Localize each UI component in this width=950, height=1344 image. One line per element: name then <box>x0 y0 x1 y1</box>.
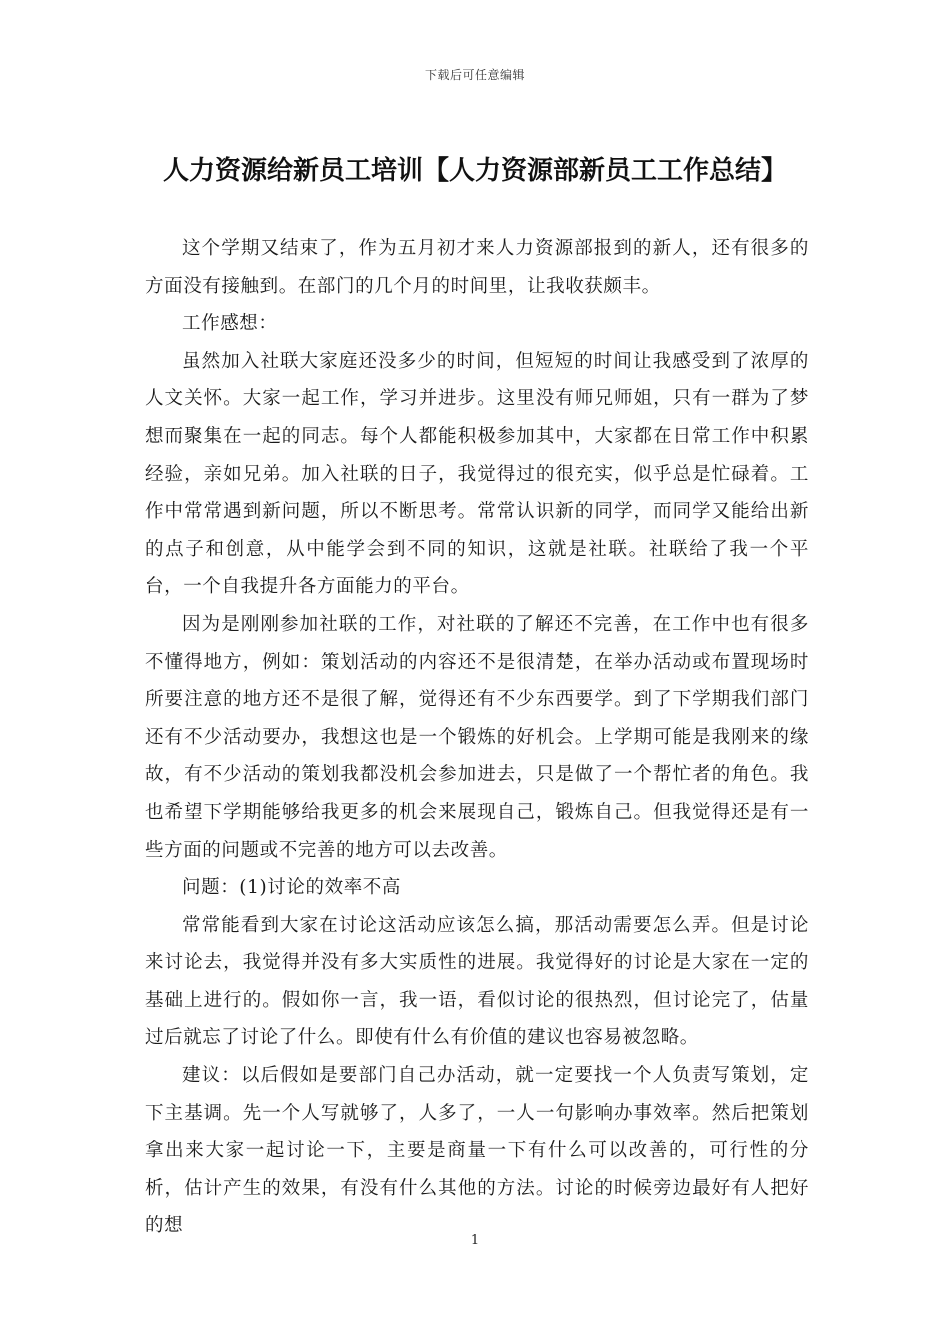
paragraph-heading-feelings: 工作感想： <box>182 313 278 335</box>
document-body <box>145 230 809 1245</box>
paragraph-intro: 这个学期又结束了，作为五月初才来人力资源部报到的新人，还有很多的方面没有接触到。在部门的几个月的时间里，让我收获颇丰。 <box>145 238 809 297</box>
paragraph-problem: 常常能看到大家在讨论这活动应该怎么搞，那活动需要怎么弄。但是讨论来讨论去，我觉得并没有多大实质性的进展。我觉得好的讨论是大家在一定的基础上进行的。假如你一言，我一语，看似讨论的很热烈，但讨论完了，估量过后就忘了讨论了什么。即使有什么有价值的建议也容易被忽略。 <box>145 914 809 1049</box>
header-note: 下载后可任意编辑 <box>424 68 525 82</box>
paragraph-feelings: 虽然加入社联大家庭还没多少的时间，但短短的时间让我感受到了浓厚的人文关怀。大家一起工作，学习并进步。这里没有师兄师姐，只有一群为了梦想而聚集在一起的同志。每个人都能积极参加其中，大家都在日常工作中积累经验，亲如兄弟。加入社联的日子，我觉得过的很充实，似乎总是忙碌着。工作中常常遇到新问题，所以不断思考。常常认识新的同学，而同学又能给出新的点子和创意，从中能学会到不同的知识，这就是社联。社联给了我一个平台，一个自我提升各方面能力的平台。 <box>145 350 809 598</box>
paragraph-problem-heading: 问题：(1)讨论的效率不高 <box>182 877 402 899</box>
paragraph-shortcomings: 因为是刚刚参加社联的工作，对社联的了解还不完善，在工作中也有很多不懂得地方，例如：策划活动的内容还不是很清楚，在举办活动或布置现场时所要注意的地方还不是很了解，觉得还有不少东西要学。到了下学期我们部门还有不少活动要办，我想这也是一个锻炼的好机会。上学期可能是我刚来的缘故，有不少活动的策划我都没机会参加进去，只是做了一个帮忙者的角色。我也希望下学期能够给我更多的机会来展现自己，锻炼自己。但我觉得还是有一些方面的问题或不完善的地方可以去改善。 <box>145 613 809 861</box>
paragraph-suggestion: 建议：以后假如是要部门自己办活动，就一定要找一个人负责写策划，定下主基调。先一个人写就够了，人多了，一人一句影响办事效率。然后把策划拿出来大家一起讨论一下，主要是商量一下有什么可以改善的，可行性的分析，估计产生的效果，有没有什么其他的方法。讨论的时候旁边最好有人把好的想 <box>145 1065 809 1237</box>
page-number: 1 <box>470 1233 480 1248</box>
document-title: 人力资源给新员工培训【人力资源部新员工工作总结】 <box>162 156 787 186</box>
